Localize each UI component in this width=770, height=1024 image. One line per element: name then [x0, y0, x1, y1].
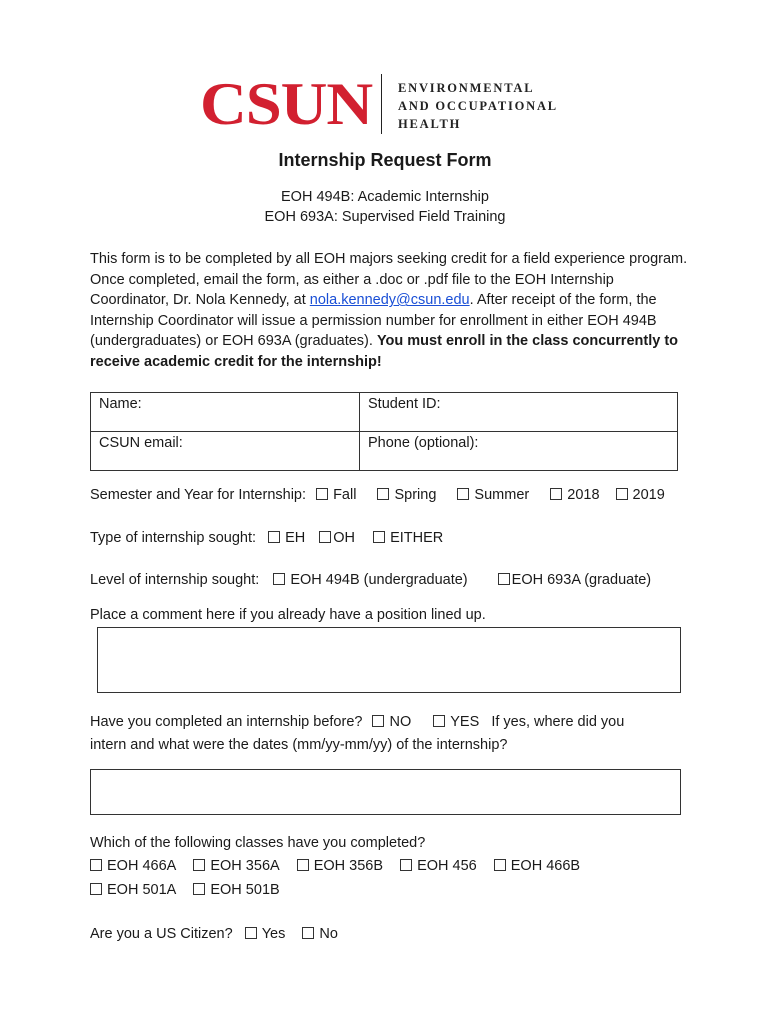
level-option-693a[interactable] — [498, 572, 651, 588]
option-label: Fall — [333, 487, 357, 503]
option-label: EOH 356B — [313, 858, 384, 874]
prior-option-no[interactable] — [372, 714, 411, 730]
option-label: EITHER — [390, 530, 444, 546]
semester-label: Semester and Year for Internship: — [90, 487, 307, 503]
intro-text: This form is to be completed by all EOH majors seeking credit for a field experience program. Once completed, email the form, as either a .doc or .pdf file to the EOH Internship Coordinator, Dr. Nola Kennedy, at — [90, 251, 688, 309]
student-id-field[interactable] — [360, 393, 678, 432]
semester-row — [90, 487, 665, 503]
option-label: NO — [389, 714, 412, 730]
name-field[interactable] — [91, 393, 360, 432]
checkbox-icon[interactable] — [550, 488, 562, 500]
option-label: No — [319, 926, 338, 942]
option-label: EOH 501B — [210, 882, 280, 898]
department-name-line: AND OCCUPATIONAL — [398, 99, 558, 113]
name-label: Name: — [99, 396, 142, 412]
prior-follow-up: If yes, where did you — [491, 714, 625, 730]
citizen-option-yes[interactable] — [245, 926, 286, 942]
coordinator-email-link[interactable]: nola.kennedy@csun.edu — [309, 292, 470, 309]
option-label: EOH 466B — [510, 858, 581, 874]
checkbox-icon[interactable] — [90, 883, 102, 895]
department-name — [398, 79, 598, 133]
option-label: EH — [285, 530, 306, 546]
option-label: EOH 494B (undergraduate) — [290, 572, 468, 588]
email-field[interactable] — [91, 432, 360, 471]
citizen-question: Are you a US Citizen? — [90, 926, 233, 942]
type-option-either[interactable] — [373, 530, 443, 546]
internship-level-row — [90, 572, 651, 588]
option-label: YES — [450, 714, 480, 730]
intro-text-continued: . After receipt of the form, the Internship Coordinator will issue a permission number for enrollment in either EOH 494B (undergraduates) or EOH 693A (graduates). — [90, 292, 657, 350]
option-label: EOH 456 — [417, 858, 477, 874]
option-label: OH — [333, 530, 356, 546]
logo-divider — [381, 74, 382, 134]
logo-mark: CSUN — [200, 71, 373, 137]
checkbox-icon[interactable] — [400, 859, 412, 871]
checkbox-icon[interactable] — [90, 859, 102, 871]
student-info-table — [90, 392, 678, 471]
citizen-option-no[interactable] — [302, 926, 338, 942]
intro-paragraph — [90, 249, 690, 373]
option-label: 2019 — [632, 487, 665, 503]
course-subtitle: EOH 693A: Supervised Field Training — [264, 209, 506, 225]
prior-question: Have you completed an internship before? — [90, 714, 363, 730]
semester-option-summer[interactable] — [457, 487, 529, 503]
semester-option-fall[interactable] — [316, 487, 356, 503]
class-option-eoh-466b[interactable] — [494, 858, 580, 874]
prior-internship-textbox[interactable] — [90, 769, 681, 815]
level-option-494b[interactable] — [273, 572, 467, 588]
phone-label: Phone (optional): — [368, 435, 479, 451]
type-option-eh[interactable] — [268, 530, 305, 546]
checkbox-icon[interactable] — [616, 488, 628, 500]
type-label: Type of internship sought: — [90, 530, 257, 546]
class-option-eoh-501b[interactable] — [193, 882, 279, 898]
classes-question: Which of the following classes have you completed? — [90, 835, 426, 851]
option-label: EOH 501A — [107, 882, 177, 898]
prior-internship-row — [90, 714, 624, 730]
checkbox-icon[interactable] — [297, 859, 309, 871]
type-option-oh[interactable] — [319, 530, 355, 546]
option-label: EOH 693A (graduate) — [511, 572, 652, 588]
checkbox-icon[interactable] — [273, 573, 285, 585]
year-option-2019[interactable] — [616, 487, 665, 503]
checkbox-icon[interactable] — [377, 488, 389, 500]
class-option-eoh-501a[interactable] — [90, 882, 176, 898]
checkbox-icon[interactable] — [268, 531, 280, 543]
checkbox-icon[interactable] — [193, 859, 205, 871]
student-id-label: Student ID: — [368, 396, 441, 412]
comment-textbox[interactable] — [97, 627, 681, 693]
option-label: 2018 — [567, 487, 600, 503]
phone-field[interactable] — [360, 432, 678, 471]
option-label: Spring — [394, 487, 437, 503]
citizenship-row — [90, 926, 338, 942]
csun-logo — [200, 71, 558, 137]
checkbox-icon[interactable] — [498, 573, 510, 585]
class-option-eoh-456[interactable] — [400, 858, 477, 874]
option-label: Summer — [474, 487, 530, 503]
option-label: Yes — [261, 926, 286, 942]
checkbox-icon[interactable] — [433, 715, 445, 727]
department-name-line: ENVIRONMENTAL — [398, 81, 535, 95]
course-subtitle: EOH 494B: Academic Internship — [281, 189, 489, 205]
checkbox-icon[interactable] — [302, 927, 314, 939]
form-title: Internship Request Form — [278, 150, 492, 170]
checkbox-icon[interactable] — [245, 927, 257, 939]
classes-row-2 — [90, 882, 280, 898]
level-label: Level of internship sought: — [90, 572, 260, 588]
internship-type-row — [90, 530, 443, 546]
option-label: EOH 356A — [210, 858, 280, 874]
comment-prompt: Place a comment here if you already have a position lined up. — [90, 607, 486, 623]
option-label: EOH 466A — [107, 858, 177, 874]
prior-follow-up-continued: intern and what were the dates (mm/yy-mm/yy) of the internship? — [90, 737, 508, 753]
checkbox-icon[interactable] — [316, 488, 328, 500]
enrollment-notice: You must enroll in the class concurrently to receive academic credit for the internship! — [90, 333, 679, 370]
department-name-line: HEALTH — [398, 117, 462, 131]
email-label: CSUN email: — [99, 435, 183, 451]
prior-option-yes[interactable] — [433, 714, 479, 730]
classes-row-1 — [90, 858, 580, 874]
checkbox-icon[interactable] — [494, 859, 506, 871]
checkbox-icon[interactable] — [193, 883, 205, 895]
year-option-2018[interactable] — [550, 487, 599, 503]
class-option-eoh-356b[interactable] — [297, 858, 383, 874]
checkbox-icon[interactable] — [372, 715, 384, 727]
class-option-eoh-356a[interactable] — [193, 858, 279, 874]
checkbox-icon[interactable] — [373, 531, 385, 543]
class-option-eoh-466a[interactable] — [90, 858, 176, 874]
semester-option-spring[interactable] — [377, 487, 436, 503]
checkbox-icon[interactable] — [457, 488, 469, 500]
checkbox-icon[interactable] — [319, 531, 331, 543]
